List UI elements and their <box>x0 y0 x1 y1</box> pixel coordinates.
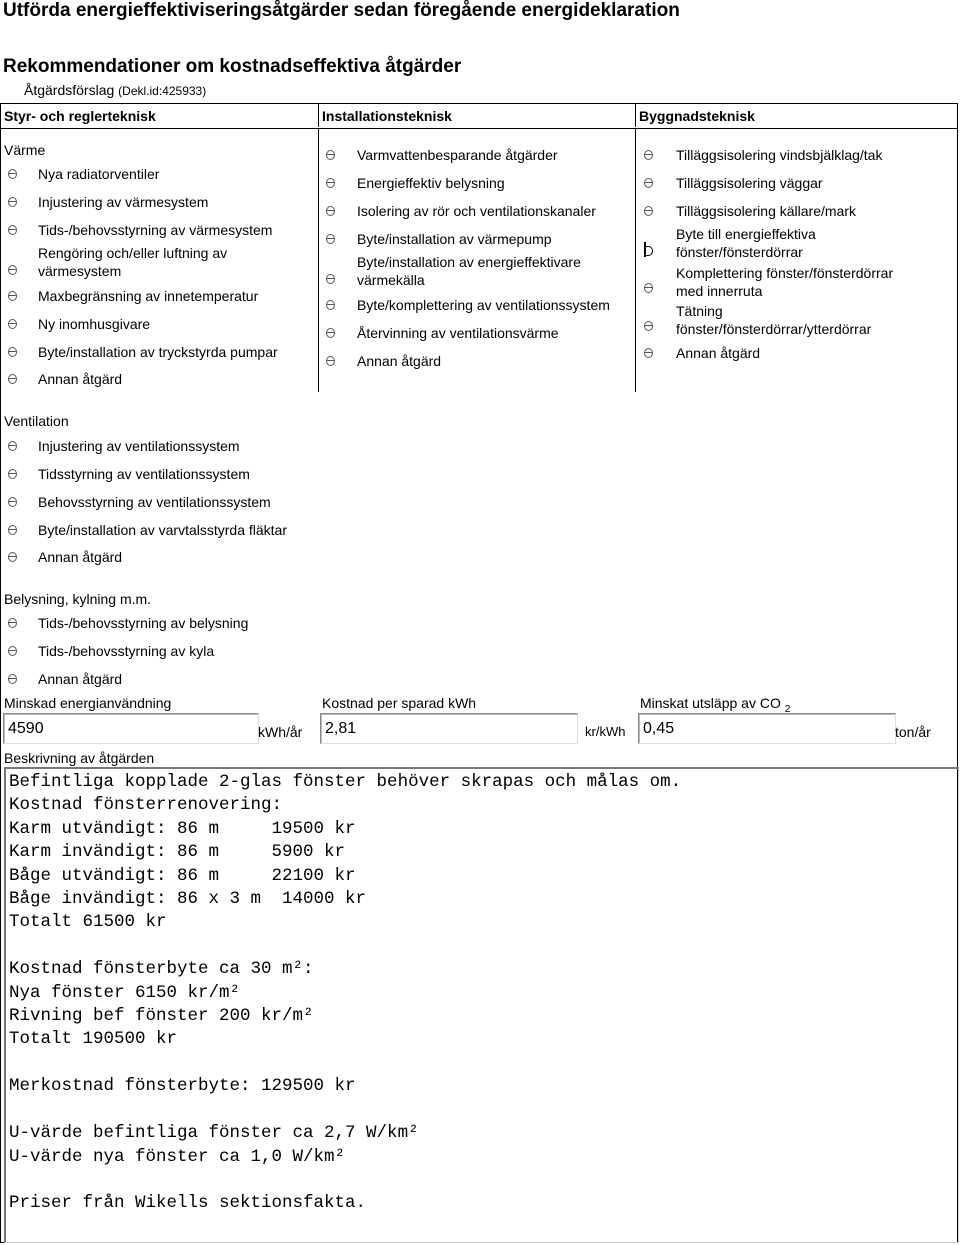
checkbox-icon[interactable] <box>7 614 17 630</box>
col-divider-1-body <box>318 128 319 392</box>
checkbox-icon[interactable] <box>325 296 335 312</box>
checkbox-icon[interactable] <box>325 230 335 246</box>
header-divider <box>0 128 958 129</box>
checkbox-icon[interactable] <box>7 315 17 331</box>
checkbox-icon[interactable] <box>7 370 17 386</box>
checkbox-icon[interactable] <box>325 324 335 340</box>
section-heating: Värme <box>4 142 46 158</box>
checkbox-icon[interactable] <box>643 344 653 360</box>
checkbox-icon[interactable] <box>7 493 17 509</box>
checkbox-icon[interactable] <box>643 202 653 218</box>
checkbox-icon[interactable] <box>643 317 653 333</box>
energy-reduction-field[interactable]: 4590 <box>3 713 259 744</box>
column-header-control: Styr- och reglerteknisk <box>4 108 156 124</box>
checkbox-icon[interactable] <box>643 279 653 295</box>
checkbox-icon[interactable] <box>643 146 653 162</box>
proposal-label: Åtgärdsförslag <box>24 82 115 98</box>
checked-checkbox-icon[interactable] <box>643 242 653 258</box>
co2-unit: ton/år <box>895 724 931 740</box>
checkbox-icon[interactable] <box>7 165 17 181</box>
checkbox-icon[interactable] <box>7 465 17 481</box>
co2-reduction-field[interactable]: 0,45 <box>638 713 896 744</box>
cost-per-kwh-field[interactable]: 2,81 <box>320 713 578 744</box>
checkbox-icon[interactable] <box>325 270 335 286</box>
checkbox-icon[interactable] <box>325 174 335 190</box>
checkbox-icon[interactable] <box>7 437 17 453</box>
energy-unit: kWh/år <box>258 724 303 740</box>
checkbox-icon[interactable] <box>7 193 17 209</box>
section-lighting: Belysning, kylning m.m. <box>4 591 152 607</box>
section-heading: Rekommendationer om kostnadseffektiva åtgärder <box>3 56 462 77</box>
checkbox-icon[interactable] <box>643 174 653 190</box>
column-header-installation: Installationsteknisk <box>322 108 452 124</box>
checkbox-icon[interactable] <box>7 287 17 303</box>
co2-reduction-label <box>640 695 790 715</box>
section-ventilation: Ventilation <box>4 413 69 429</box>
column-header-building: Byggnadsteknisk <box>639 108 755 124</box>
declaration-id: (Dekl.id:425933) <box>118 84 207 98</box>
checkbox-icon[interactable] <box>7 548 17 564</box>
energy-reduction-label: Minskad energianvändning <box>4 695 172 711</box>
checkbox-icon[interactable] <box>325 352 335 368</box>
col-divider-1 <box>318 103 319 127</box>
cost-unit: kr/kWh <box>585 724 626 739</box>
checkbox-icon[interactable] <box>325 202 335 218</box>
checkbox-icon[interactable] <box>7 521 17 537</box>
checkbox-icon[interactable] <box>325 146 335 162</box>
co2-label-text: Minskat utsläpp av CO <box>640 695 781 711</box>
description-label: Beskrivning av åtgärden <box>4 750 155 766</box>
checkbox-icon[interactable] <box>7 343 17 359</box>
description-textarea[interactable]: Befintliga kopplade 2-glas fönster behöver skrapas och målas om. Kostnad fönsterrenovering: Karm utvändigt: 86 m 19500 kr Karm invändigt: 86 m 5900 kr Båge utvändigt: 86 m 22100 kr Båge invändigt: 86 x 3 m 14000 kr Totalt 61500 kr Kostnad fönsterbyte ca 30 m²: Nya fönster 6150 kr/m² Rivning bef fönster 200 kr/m² Totalt 190500 kr Merkostnad fönsterbyte: 129500 kr U-värde befintliga fönster ca 2,7 W/km² U-värde nya fönster ca 1,0 W/km² Priser från Wikells sektionsfakta. <box>4 767 959 1243</box>
cost-per-kwh-label: Kostnad per sparad kWh <box>322 695 477 711</box>
page-title: Utförda energieffektiviseringsåtgärder sedan föregående energideklaration <box>3 0 680 21</box>
checkbox-icon[interactable] <box>7 261 17 277</box>
checkbox-icon[interactable] <box>7 221 17 237</box>
co2-subscript: 2 <box>784 703 791 715</box>
col-divider-2 <box>635 103 636 127</box>
checkbox-icon[interactable] <box>7 670 17 686</box>
proposal-header <box>24 82 206 98</box>
checkbox-icon[interactable] <box>7 642 17 658</box>
